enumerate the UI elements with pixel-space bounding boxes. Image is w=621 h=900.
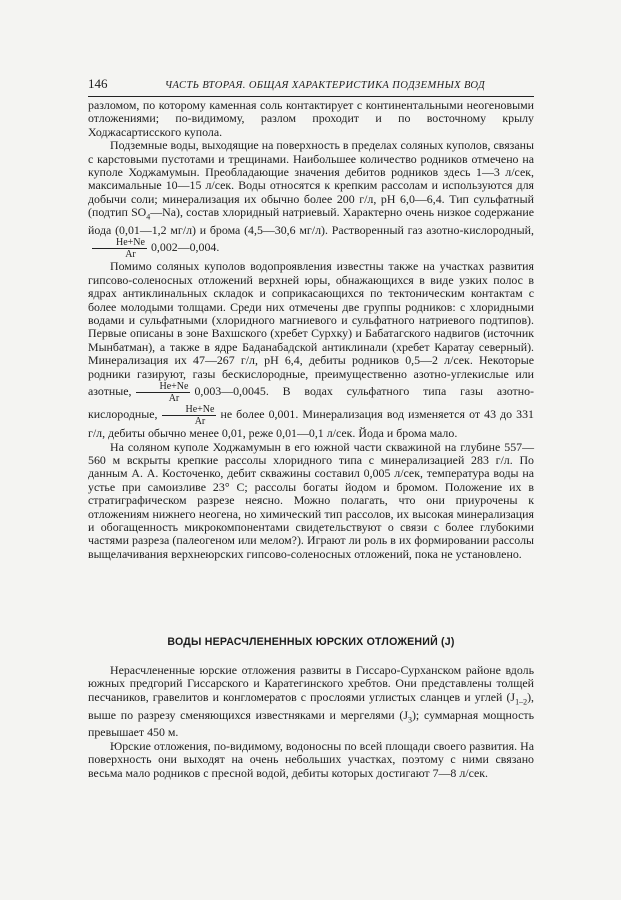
paragraph-text: Нерасчлененные юрские отложения развиты в Гиссаро-Сурханском районе вдоль южных предгорий Гиссарского и Каратегинского хребтов. Они представлены толщей песчаников, гравелитов и конгломератов с прослоями углистых сланцев и углей (J (88, 663, 534, 704)
paragraph-text: не более 0,001. Минерализация вод изменяется от 43 до 331 г/л, дебиты обычно менее 0,01, реже 0,01—0,1 л/сек. Йода и брома мало. (88, 407, 534, 441)
section-heading: ВОДЫ НЕРАСЧЛЕНЕННЫХ ЮРСКИХ ОТЛОЖЕНИЙ (J) (167, 636, 455, 648)
fraction-numerator: He+Ne (136, 381, 191, 393)
paragraph (88, 664, 534, 740)
body-text-upper (88, 99, 534, 561)
paragraph-text: —Na), состав хлоридный натриевый. Характерно очень низкое содержание йода (0,01—1,2 мг/л) и брома (4,5—30,6 мг/л). Растворенный газ азотно-кислородный, (88, 205, 535, 238)
paragraph (88, 260, 534, 440)
paragraph (88, 139, 534, 260)
fraction-numerator: He+Ne (92, 237, 147, 249)
paragraph-text: ), выше по разрезу сменяющихся известняками и мергелями (J (88, 689, 534, 722)
page-header (88, 76, 534, 97)
paragraph-text: 0,002—0,004. (150, 240, 220, 255)
running-title: ЧАСТЬ ВТОРАЯ. ОБЩАЯ ХАРАКТЕРИСТИКА ПОДЗЕМНЫХ ВОД (164, 80, 486, 91)
body-text-lower (88, 664, 534, 780)
paragraph: На соляном куполе Ходжамумын в его южной части скважиной на глубине 557—560 м вскрыты крепкие рассолы хлоридного типа с минерализацией 283 г/л. По данным А. А. Косточенко, дебит скважины составил 0,005 л/сек, температура воды на устье при самоизливе 23° С; рассолы богаты йодом и бромом. Положение их в стратиграфическом разрезе неясно. Можно полагать, что они приурочены к отложениям нижнего неогена, но химический тип рассолов, их высокая минерализация и обогащенность микрокомпонентами свидетельствуют о связи с более глубокими частями разреза (палеогеном или мелом?). Играют ли роль в их формировании рассолы выщелачивания верхнеюрских гипсово-соленосных отложений, пока не установлено. (88, 439, 534, 561)
paragraph-text: 0,003—0,0045. В водах сульфатного типа газы азотно-кислородные, (88, 384, 534, 422)
subscript: 1–2 (515, 697, 528, 707)
paragraph-text: Подземные воды, выходящие на поверхность в пределах соляных куполов, связаны с карстовыми пустотами и трещинами. Наибольшее количество родников отмечено на куполе Ходжамумын. Преобладающие значения дебитов родников здесь 1—3 л/сек, максимальные 10—15 л/сек. Воды относятся к крепким рассолам и используются для добычи соли; минерализация их обычно более 200 г/л, pH 6,0—6,4. Тип сульфатный (подтип SO (88, 138, 534, 220)
fraction-denominator: Ar (168, 393, 180, 405)
fraction-denominator: Ar (194, 416, 206, 428)
subscript: 3 (407, 714, 412, 724)
gas-ratio-fraction (136, 381, 191, 404)
paragraph-text: ); суммарная мощность превышает 450 м. (88, 707, 535, 740)
paragraph-text: Помимо соляных куполов водопроявления известны также на участках развития гипсово-соленосных отложений верхней юры, обнажающихся в виде узких полос в ядрах антиклинальных складок и соприкасающихся по тектоническим контактам с более молодыми толщами. Среди них отмечены две группы родников: с хлоридными водами и сульфатными (хлоридного магниевого и сульфатного натриевого подтипов). Первые описаны в зоне Вахшского (хребет Сурхку) и Бабатагского надвигов (источник Мынбатман), а также в ядре Баданабадской антиклинали (хребет Каратау северный). Минерализация их 47—267 г/л, pH 6,4, дебиты родников 0,5—2 л/сек. Некоторые родники газируют, газы бескислородные, преимущественно азотно-углекислые или азотные, (88, 259, 534, 399)
paragraph: Юрские отложения, по-видимому, водоносны по всей площади своего развития. На поверхность они выходят на очень небольших участках, поэтому с ними связано весьма мало родников с пресной водой, дебиты которых достигают 7—8 л/сек. (88, 738, 534, 780)
gas-ratio-fraction (92, 237, 147, 260)
subscript: 4 (146, 212, 151, 222)
paragraph: разломом, по которому каменная соль контактирует с континентальными неогеновыми отложениями; по-видимому, разлом проходит и по восточному крылу Ходжасартисского купола. (88, 98, 534, 139)
fraction-numerator: He+Ne (162, 404, 217, 416)
gas-ratio-fraction (162, 404, 217, 427)
page-number: 146 (88, 76, 108, 91)
fraction-denominator: Ar (125, 249, 136, 261)
